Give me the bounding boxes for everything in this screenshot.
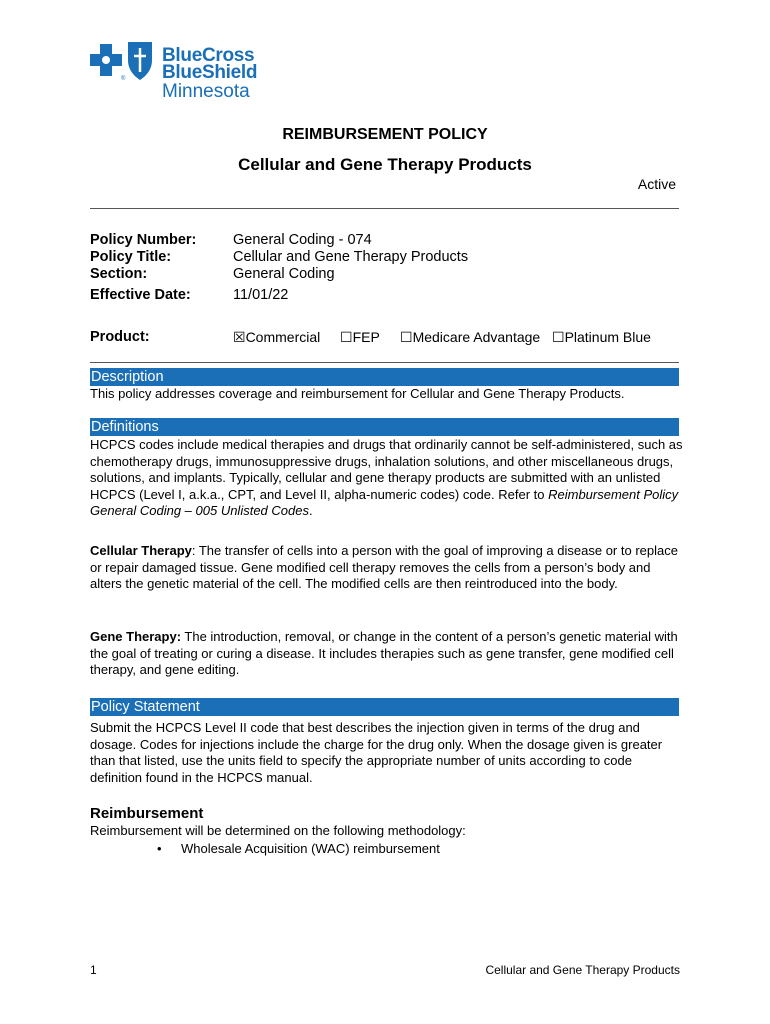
product-option-medicare-advantage — [400, 329, 540, 346]
reimbursement-heading: Reimbursement — [90, 805, 204, 822]
unchecked-box-icon: ☐ — [552, 329, 565, 345]
meta-key: Effective Date: — [90, 287, 191, 303]
policy-statement-text: Submit the HCPCS Level II code that best describes the injection given in terms of the drug and dosage. Codes for injections include the charge for the drug only. When the dosage given is greater than that listed, use the units field to specify the appropriate number of units according to code definition found in the HCPCS manual. — [90, 720, 663, 785]
section-heading-definitions: Definitions — [90, 418, 679, 436]
policy-status: Active — [637, 176, 676, 192]
list-item-text: Wholesale Acquisition (WAC) reimbursement — [181, 841, 440, 856]
unchecked-box-icon: ☐ — [340, 329, 353, 345]
logo-line-1: BlueCross — [162, 45, 255, 66]
product-option-platinum-blue — [552, 329, 651, 346]
page-number: 1 — [90, 963, 97, 977]
section-heading-policy-statement: Policy Statement — [90, 698, 679, 716]
meta-key: Policy Number: — [90, 232, 197, 248]
product-option-label: Commercial — [245, 329, 321, 345]
product-option-fep — [340, 329, 380, 346]
document-title: REIMBURSEMENT POLICY — [282, 126, 488, 143]
term: Cellular Therapy — [90, 543, 192, 558]
list-item — [157, 841, 440, 856]
product-option-label: Platinum Blue — [564, 329, 651, 345]
unlisted-codes-reference: Reimbursement Policy General Coding – 005 Unlisted Codes — [90, 486, 679, 519]
unchecked-box-icon: ☐ — [400, 329, 413, 345]
meta-key: Policy Title: — [90, 249, 172, 265]
logo-line-3: Minnesota — [162, 81, 250, 102]
footer-title: Cellular and Gene Therapy Products — [485, 963, 680, 977]
meta-value: 11/01/22 — [233, 287, 289, 303]
term: Gene Therapy: — [90, 629, 182, 644]
definitions-intro: HCPCS codes include medical therapies and drugs that ordinarily cannot be self-administered, such as chemotherapy drugs, immunosuppressive drugs, inhalation solutions, and other miscellaneous drugs, solutions, and implants. Typically, cellular and gene therapy products are submitted with an unlisted HCPCS (Level I, a.k.a., CPT, and Level II, alpha-numeric codes) code. Refer to Reimbursement Policy General Coding – 005 Unlisted Codes. — [90, 437, 683, 519]
description-text: This policy addresses coverage and reimbursement for Cellular and Gene Therapy Products. — [90, 386, 625, 401]
svg-text:®: ® — [121, 76, 126, 82]
product-label: Product: — [90, 329, 150, 345]
product-divider — [90, 362, 679, 363]
product-option-label: FEP — [352, 329, 380, 345]
meta-value: General Coding — [233, 266, 335, 282]
reimbursement-intro: Reimbursement will be determined on the following methodology: — [90, 823, 466, 838]
product-option-commercial — [233, 329, 320, 346]
meta-value: General Coding - 074 — [233, 232, 372, 248]
gene-therapy-definition: Gene Therapy: The introduction, removal, or change in the content of a person’s genetic material with the goal of treating or curing a disease. It includes therapies such as gene transfer, gene modified cell therapy, and gene editing. — [90, 629, 678, 678]
checked-box-icon: ☒ — [233, 329, 246, 345]
meta-key: Section: — [90, 266, 148, 282]
meta-value: Cellular and Gene Therapy Products — [233, 249, 469, 265]
section-heading-description: Description — [90, 368, 679, 386]
cellular-therapy-definition: Cellular Therapy: The transfer of cells into a person with the goal of improving a disease or to replace or repair damaged tissue. Gene modified cell therapy removes the cells from a person’s body and alters the genetic material of the cell. The modified cells are then reintroduced into the body. — [90, 543, 678, 592]
document-subtitle: Cellular and Gene Therapy Products — [238, 155, 532, 174]
product-option-label: Medicare Advantage — [412, 329, 541, 345]
bcbs-logo — [90, 40, 290, 110]
header-divider — [90, 208, 679, 209]
bullet-icon: • — [157, 841, 162, 856]
logo-line-2: BlueShield — [162, 62, 258, 83]
cross-shield-icon — [90, 40, 160, 84]
